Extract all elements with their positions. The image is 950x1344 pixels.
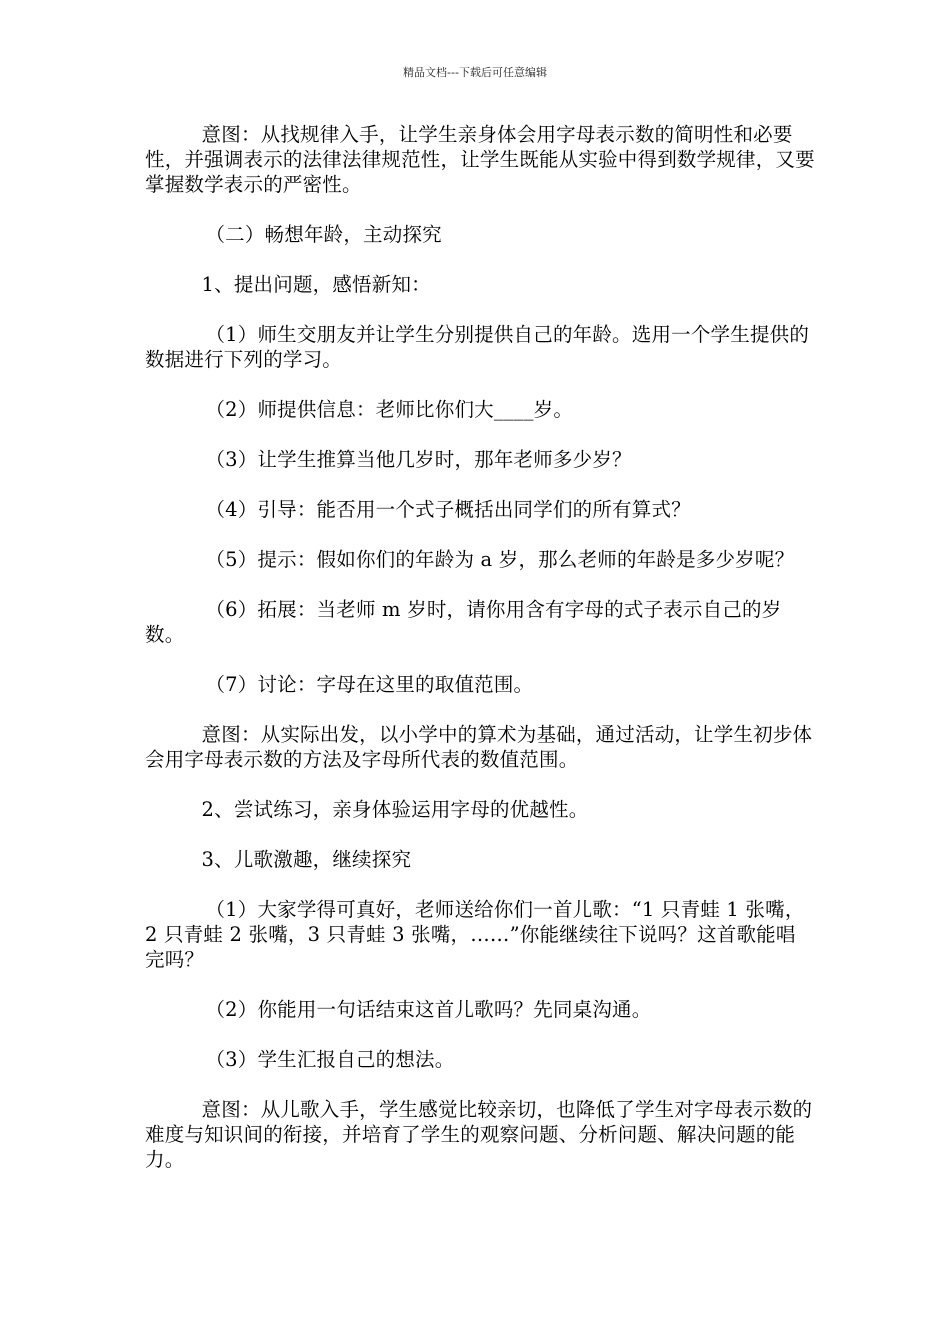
paragraph-intent-1: 意图：从找规律入手，让学生亲身体会用字母表示数的简明性和必要性，并强调表示的法律法律规范性，让学生既能从实验中得到数学规律，又要掌握数学表示的严密性。 <box>145 123 815 196</box>
paragraph-intent-3: 意图：从儿歌入手，学生感觉比较亲切，也降低了学生对字母表示数的难度与知识间的衔接，并培育了学生的观察问题、分析问题、解决问题的能力。 <box>145 1098 813 1171</box>
song-step-1: （1）大家学得可真好，老师送给你们一首儿歌：“1 只青蛙 1 张嘴，2 只青蛙 2 张嘴，3 只青蛙 3 张嘴，……”你能继续往下说吗？这首歌能唱完吗？ <box>145 898 805 971</box>
step-5: （5）提示：假如你们的年龄为 a 岁，那么老师的年龄是多少岁呢？ <box>205 548 795 571</box>
step-6: （6）拓展：当老师 m 岁时，请你用含有字母的式子表示自己的岁数。 <box>145 598 782 646</box>
step-1: （1）师生交朋友并让学生分别提供自己的年龄。选用一个学生提供的数据进行下列的学习。 <box>145 323 810 371</box>
document-body <box>145 122 815 1197</box>
step-3: （3）让学生推算当他几岁时，那年老师多少岁？ <box>205 448 632 471</box>
song-step-3: （3）学生汇报自己的想法。 <box>205 1048 455 1071</box>
step-2: （2）师提供信息：老师比你们大____岁。 <box>205 398 574 421</box>
subsection-heading-3: 3、儿歌激趣，继续探究 <box>201 848 412 871</box>
song-step-2: （2）你能用一句话结束这首儿歌吗？先同桌沟通。 <box>205 998 652 1021</box>
subsection-heading-1: 1、提出问题，感悟新知： <box>201 273 431 296</box>
step-4: （4）引导：能否用一个式子概括出同学们的所有算式？ <box>205 498 691 521</box>
step-7: （7）讨论：字母在这里的取值范围。 <box>205 673 534 696</box>
paragraph-intent-2: 意图：从实际出发，以小学中的算术为基础，通过活动，让学生初步体会用字母表示数的方法及字母所代表的数值范围。 <box>145 723 813 771</box>
page-header: 精品文档---下载后可任意编辑 <box>403 66 547 79</box>
subsection-heading-2: 2、尝试练习，亲身体验运用字母的优越性。 <box>201 798 589 821</box>
section-heading-2: （二）畅想年龄，主动探究 <box>205 223 442 246</box>
